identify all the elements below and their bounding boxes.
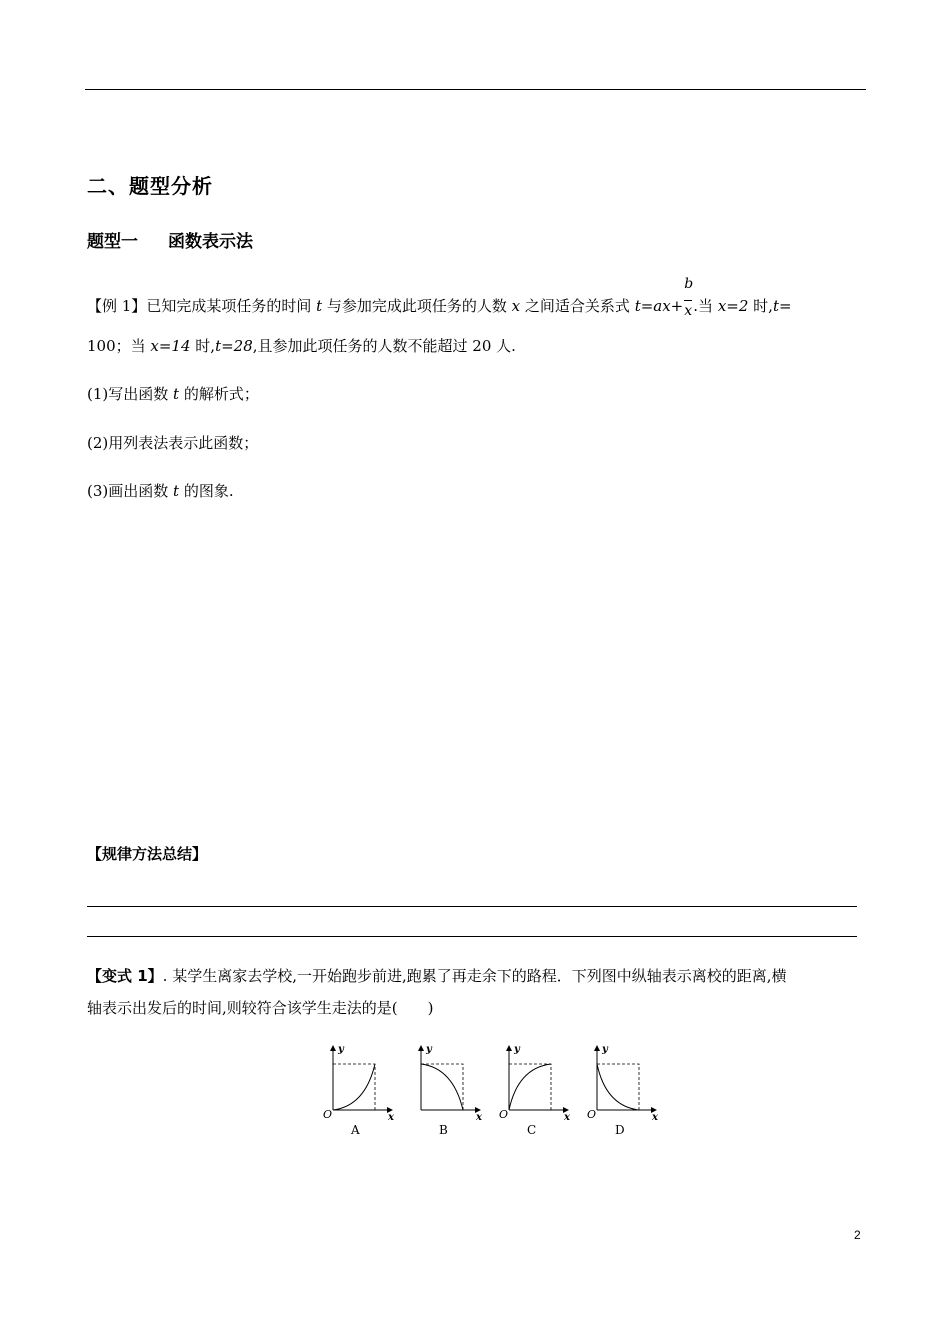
example-text: 时, [748,297,773,315]
example-text: ,且参加此项任务的人数不能超过 20 人. [252,337,516,355]
header-rule [85,89,866,90]
option-label-c: C [527,1123,537,1137]
var-t: t [173,385,180,403]
graph-b [421,1044,483,1137]
fraction-numerator: b [684,276,694,292]
question-text: 的图象. [179,482,234,500]
condition: x=2 [717,297,749,315]
question-text: (3)画出函数 [87,482,174,500]
example-text: 时, [190,337,216,355]
axis-x-label: x [388,1112,394,1123]
question-text: (1)写出函数 [87,385,174,403]
example-line-1 [87,276,792,319]
graph-d [587,1044,659,1137]
fraction-denominator: x [684,303,693,319]
option-graphs [310,1038,670,1138]
variant-text: . 某学生离家去学校,一开始跑步前进,跑累了再走余下的路程．下列图中纵轴表示离校的距离,横 [162,967,787,985]
question-2 [87,433,258,453]
example-label: 【例 1】 [87,297,147,315]
condition: t=28 [215,337,253,355]
condition: t= [772,297,792,315]
formula: t=ax+ [634,297,684,315]
question-text: 的解析式； [179,385,259,403]
example-text: 与参加完成此项任务的人数 [322,297,512,315]
graph-c [499,1044,571,1137]
summary-label: 【规律方法总结】 [87,845,208,863]
axis-y-label: y [426,1044,432,1055]
origin-label: O [587,1108,597,1121]
axis-x-label: x [564,1112,570,1123]
var-x: x [511,297,521,315]
option-label-a: A [351,1123,360,1137]
example-line-2 [87,336,516,356]
origin-label: O [323,1108,333,1121]
variant-text: 轴表示出发后的时间,则较符合该学生走法的是( ) [87,999,434,1017]
page-number: 2 [854,1228,861,1242]
option-label-b: B [439,1123,448,1137]
axis-y-label: y [602,1044,608,1055]
variant-label: 【变式 1】 [87,967,163,985]
question-3 [87,481,234,501]
example-text: 100；当 [87,337,151,355]
condition: x=14 [150,337,191,355]
example-text: 已知完成某项任务的时间 [146,297,317,315]
var-t: t [173,482,180,500]
axis-x-label: x [652,1112,658,1123]
axis-y-label: y [338,1044,344,1055]
type-label: 题型一 [87,232,138,252]
graph-a [323,1044,395,1137]
axis-y-label: y [514,1044,520,1055]
section-title: 二、题型分析 [87,174,213,198]
option-label-d: D [615,1123,625,1137]
example-text: .当 [693,297,718,315]
question-text: (2)用列表法表示此函数； [87,434,259,452]
question-1 [87,384,259,404]
fraction [683,276,694,319]
answer-line [87,936,857,937]
axis-x-label: x [476,1112,482,1123]
example-text: 之间适合关系式 [520,297,635,315]
variant-line-2 [87,998,433,1018]
variant-line-1 [87,966,787,986]
answer-line [87,906,857,907]
origin-label: O [499,1108,509,1121]
var-t: t [316,297,323,315]
type-name: 函数表示法 [168,232,253,252]
question-type-title [87,227,253,252]
